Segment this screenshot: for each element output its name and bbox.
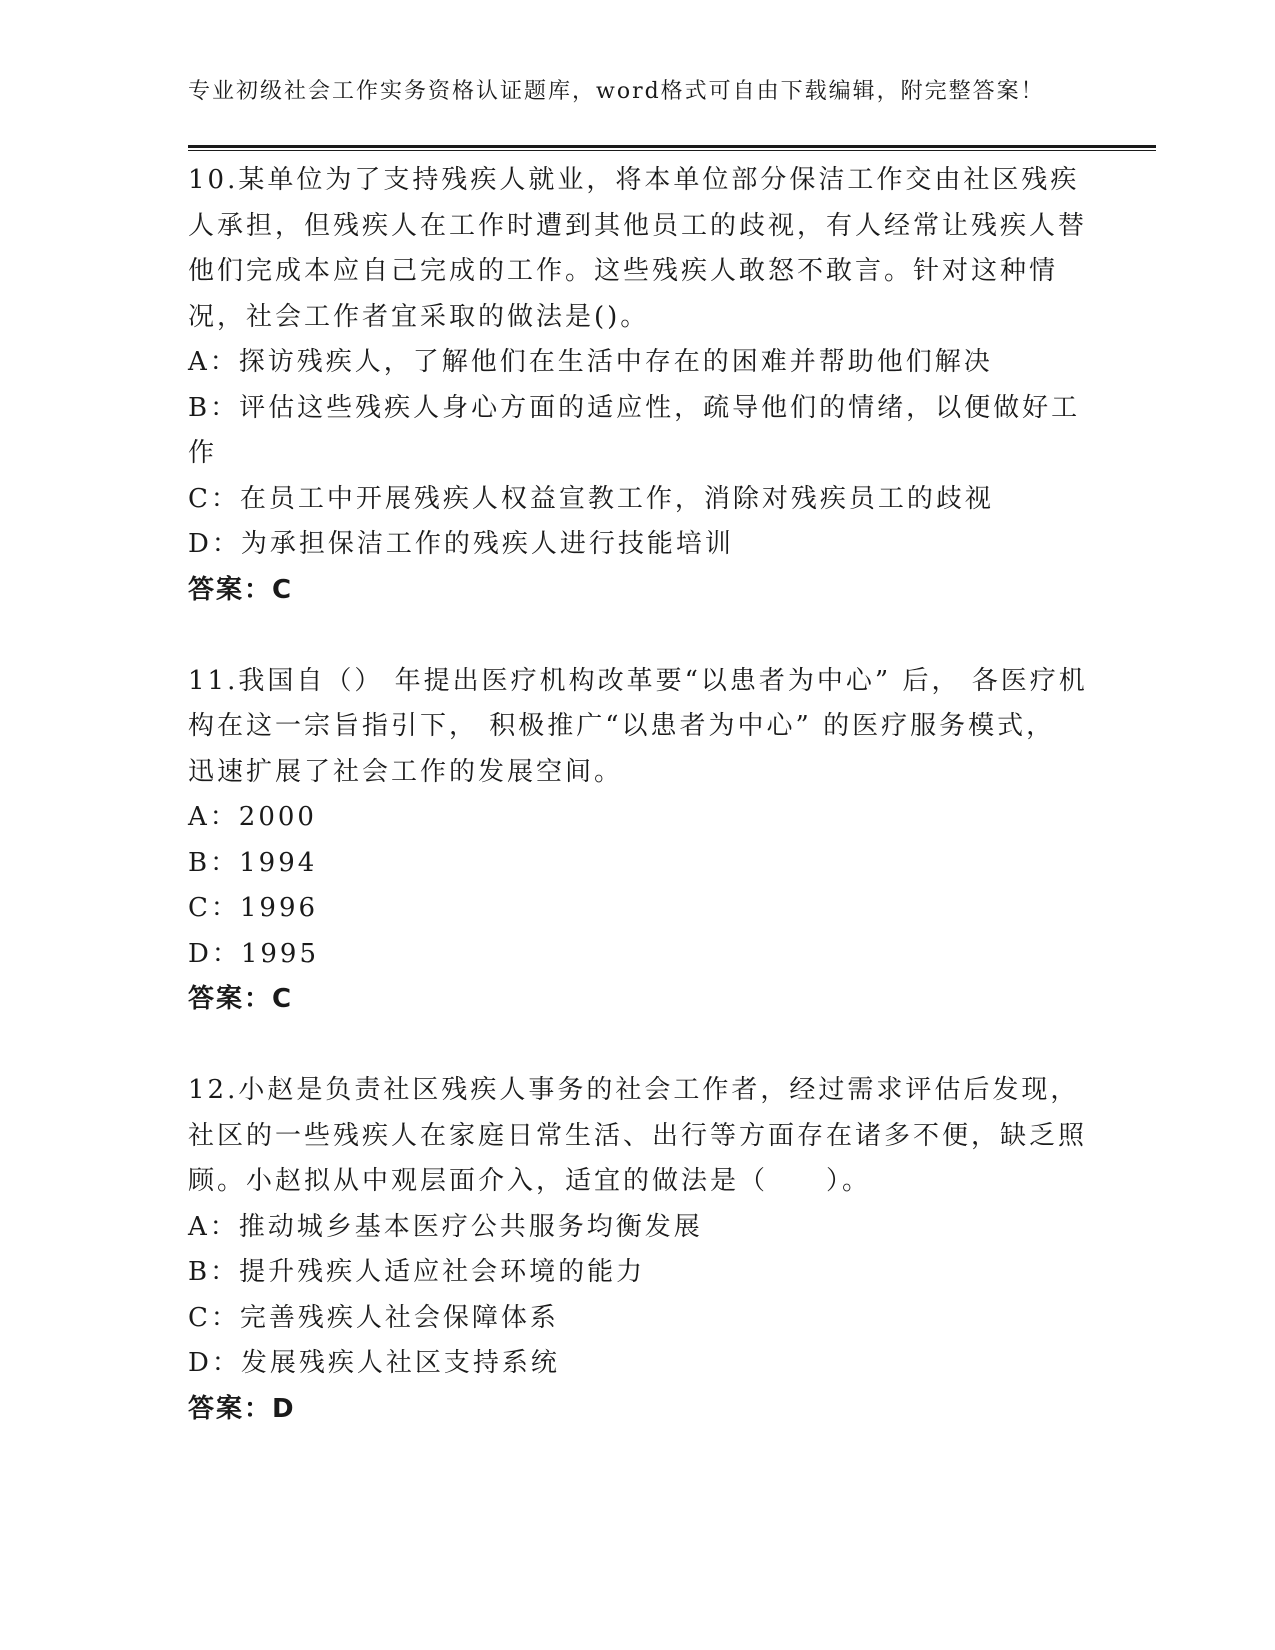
- option-d: D：为承担保洁工作的残疾人进行技能培训: [188, 529, 734, 559]
- answer-line: 答案：D: [188, 1393, 296, 1424]
- option-b: B：评估这些残疾人身心方面的适应性，疏导他们的情绪，以便做好工作: [188, 392, 1081, 468]
- question-stem: 10.某单位为了支持残疾人就业，将本单位部分保洁工作交由社区残疾人承担，但残疾人在工作时遭到其他员工的歧视，有人经常让残疾人替他们完成本应自己完成的工作。这些残疾人敢怒不敢言。针对这种情况，社会工作者宜采取的做法是()。: [188, 165, 1088, 332]
- option-b: B：1994: [188, 847, 318, 878]
- option-d: D：发展残疾人社区支持系统: [188, 1348, 560, 1378]
- option-c: C：完善残疾人社会保障体系: [188, 1302, 559, 1333]
- option-c: C：1996: [188, 893, 319, 923]
- option-a: A：探访残疾人，了解他们在生活中存在的困难并帮助他们解决: [188, 347, 993, 377]
- page-header: 专业初级社会工作实务资格认证题库，word格式可自由下载编辑，附完整答案！: [188, 79, 1045, 104]
- answer-line: 答案：C: [188, 574, 294, 605]
- question-list: [188, 158, 1088, 1478]
- question-stem: 11.我国自（） 年提出医疗机构改革要“以患者为中心” 后， 各医疗机构在这一宗旨指引下， 积极推广“以患者为中心” 的医疗服务模式， 迅速扩展了社会工作的发展空间。: [188, 665, 1088, 787]
- option-a: A：推动城乡基本医疗公共服务均衡发展: [188, 1211, 703, 1242]
- header-rule-thick: [188, 145, 1156, 148]
- question-11: [188, 659, 1088, 1023]
- option-d: D：1995: [188, 938, 320, 969]
- option-c: C：在员工中开展残疾人权益宣教工作，消除对残疾员工的歧视: [188, 483, 994, 514]
- header-rule-thin: [188, 150, 1156, 151]
- option-b: B：提升残疾人适应社会环境的能力: [188, 1257, 646, 1287]
- question-12: [188, 1068, 1088, 1432]
- option-a: A：2000: [188, 802, 317, 832]
- answer-line: 答案：C: [188, 984, 294, 1014]
- question-stem: 12.小赵是负责社区残疾人事务的社会工作者，经过需求评估后发现，社区的一些残疾人在家庭日常生活、出行等方面存在诸多不便，缺乏照顾。小赵拟从中观层面介入，适宜的做法是（ ）。: [188, 1075, 1088, 1196]
- question-10: [188, 158, 1088, 613]
